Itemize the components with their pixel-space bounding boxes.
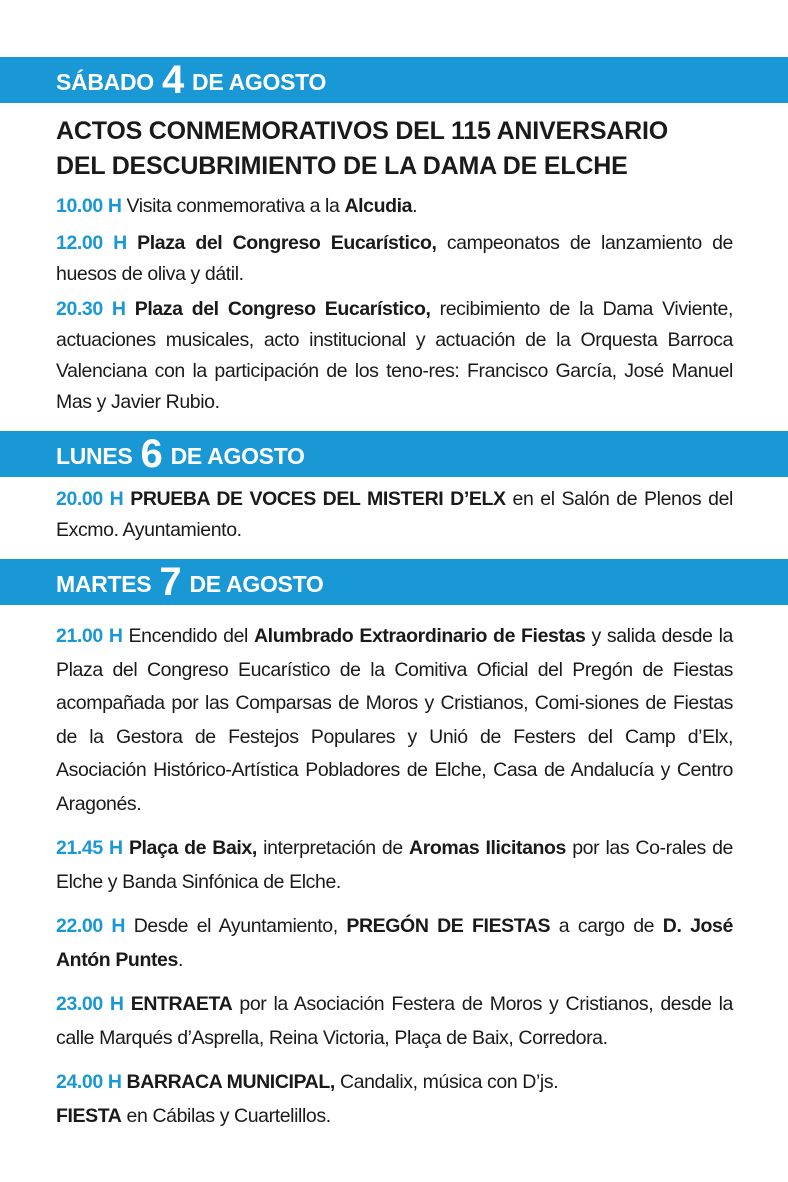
event-text: campeonatos de lanzamiento de huesos de oliva y dátil. (56, 232, 733, 285)
event-place: Plaça de Baix, (128, 837, 257, 859)
heading-line-2: DEL DESCUBRIMIENTO DE LA DAMA DE ELCHE (56, 152, 628, 180)
event-text: por la Asociación Festera de Moros y Cristianos, desde la calle Marqués d’Asprella, Reina Victoria, Plaça de Baix, Corredora. (56, 993, 733, 1049)
event-text: a cargo de (558, 915, 655, 937)
event-entry (56, 228, 733, 290)
day-name: MARTES (56, 571, 152, 597)
month-label: DE AGOSTO (192, 69, 327, 95)
event-text: . (412, 195, 418, 217)
event-place: Alcudia (344, 195, 413, 217)
event-title: BARRACA MUNICIPAL, (126, 1071, 335, 1093)
month-label: DE AGOSTO (189, 571, 324, 597)
event-text: en el Salón de Plenos del Excmo. Ayuntamiento. (56, 488, 733, 541)
event-title: FIESTA (56, 1104, 122, 1127)
month-label: DE AGOSTO (170, 443, 305, 469)
event-entry (56, 191, 733, 222)
day-name: LUNES (56, 443, 133, 469)
event-time: 23.00 H (56, 993, 124, 1015)
event-entry (56, 620, 733, 822)
day-number: 4 (161, 58, 184, 102)
event-text: Visita conmemorativa a la (126, 195, 340, 217)
day-banner-monday (0, 431, 788, 477)
event-entry (56, 988, 733, 1055)
event-title: Alumbrado Extraordinario de Fiestas (254, 625, 586, 647)
event-entry (56, 910, 733, 977)
event-time: 22.00 H (56, 915, 126, 937)
event-text: Desde el Ayuntamiento, (133, 915, 338, 937)
event-text: . (177, 948, 183, 971)
event-time: 12.00 H (56, 232, 127, 254)
day-number: 6 (140, 432, 163, 476)
event-title: Aromas Ilicitanos (409, 837, 566, 859)
event-time: 21.45 H (56, 837, 123, 859)
event-line (56, 1066, 733, 1100)
event-entry (56, 294, 733, 418)
day-banner-tuesday (0, 559, 788, 605)
event-title: PREGÓN DE FIESTAS (346, 915, 551, 937)
event-text: interpretación de (263, 837, 403, 859)
day-number: 7 (159, 560, 182, 604)
event-text: por las Co-rales de Elche y Banda Sinfónica de Elche. (56, 837, 733, 893)
event-time: 10.00 H (56, 195, 122, 217)
heading-line-1: ACTOS CONMEMORATIVOS DEL 115 ANIVERSARIO (56, 117, 669, 145)
event-title: ENTRAETA (130, 993, 233, 1015)
event-text: Encendido del (128, 625, 248, 647)
section-heading (56, 114, 736, 184)
day-name: SÁBADO (56, 69, 154, 95)
event-entry (56, 1066, 733, 1133)
event-text: recibimiento de la Dama Viviente, actuaciones musicales, acto institucional y actuación de la Orquesta Barroca Valenciana con la participación de los teno-res: Francisco García, José Manuel Mas y Javier Rubio. (56, 298, 733, 413)
event-time: 24.00 H (56, 1071, 122, 1093)
event-place: Plaza del Congreso Eucarístico, (137, 232, 437, 254)
event-line (56, 1100, 733, 1134)
event-entry (56, 832, 733, 899)
event-place: Plaza del Congreso Eucarístico, (134, 298, 431, 320)
event-text: Candalix, música con D’js. (339, 1071, 559, 1093)
event-title: PRUEBA DE VOCES DEL MISTERI D’ELX (130, 488, 506, 510)
event-time: 20.30 H (56, 298, 126, 320)
event-entry (56, 484, 733, 546)
event-time: 21.00 H (56, 625, 123, 647)
event-time: 20.00 H (56, 488, 124, 510)
day-banner-saturday (0, 57, 788, 103)
event-text: y salida desde la Plaza del Congreso Eucarístico de la Comitiva Oficial del Pregón de Fiestas acompañada por las Comparsas de Moros y Cristianos, Comi-siones de Fiestas de la Gestora de Festejos Populares y Unió de Festers del Camp d’Elx, Asociación Histórico-Artística Pobladores de Elche, Casa de Andalucía y Centro Aragonés. (56, 625, 733, 815)
event-text: en Cábilas y Cuartelillos. (126, 1104, 331, 1127)
event-person: D. José Antón Puntes (56, 915, 733, 971)
